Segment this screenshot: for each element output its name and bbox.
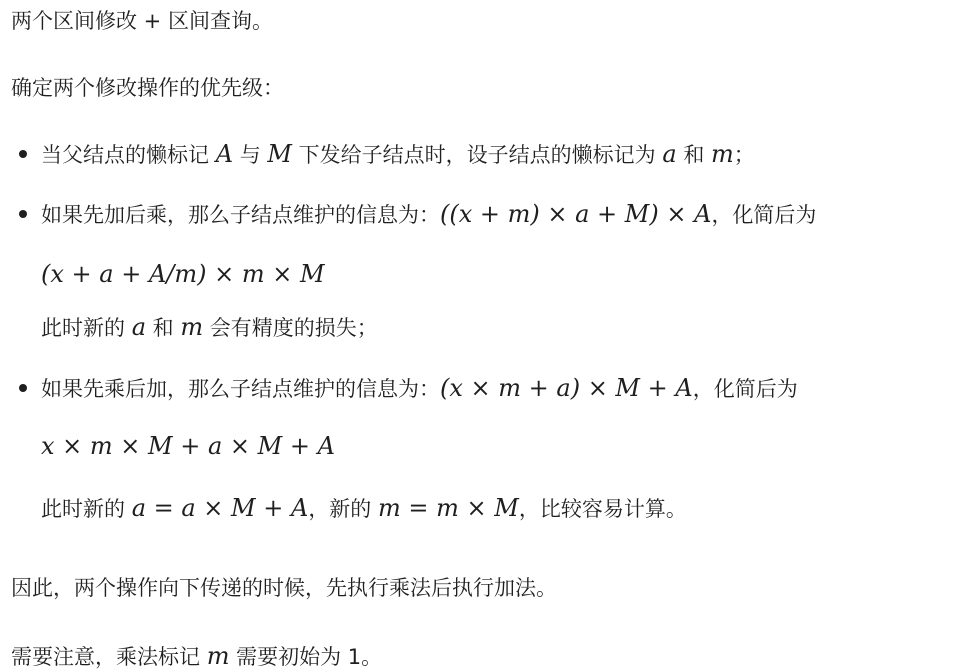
bullet-text: ，化简后为 [692, 377, 798, 401]
bullet-lazy-tags [41, 139, 755, 169]
note-text: 此时新的 [41, 316, 132, 340]
paragraph-conclusion [11, 573, 557, 603]
formula-line [41, 259, 325, 289]
bullet-text: 下发给子结点时，设子结点的懒标记为 [291, 143, 663, 167]
bullet-text: 如果先乘后加，那么子结点维护的信息为： [41, 377, 440, 401]
paragraph-intro [11, 6, 273, 36]
note-text: ，新的 [308, 497, 378, 521]
intro-text: 两个区间修改 + 区间查询。 [11, 9, 273, 33]
math-inline: (x × m + a) × M + A [440, 374, 693, 402]
paragraph-priority [11, 73, 284, 103]
math-inline: a = a × M + A [131, 494, 309, 522]
note-text: 会有精度的损失； [203, 316, 378, 340]
math-formula: x × m × M + a × M + A [41, 432, 335, 460]
math-inline: a [131, 313, 146, 341]
math-inline: M [267, 140, 292, 168]
math-inline: a [662, 140, 677, 168]
math-formula: (x + a + A/m) × m × M [41, 260, 325, 288]
priority-text: 确定两个修改操作的优先级： [11, 76, 284, 100]
math-inline: m = m × M [378, 494, 519, 522]
math-inline: m [711, 140, 734, 168]
note-text: 和 [146, 316, 181, 340]
note-text: 需要注意，乘法标记 [11, 645, 207, 669]
math-inline: A [215, 140, 234, 168]
note-text: 需要初始为 1。 [229, 645, 383, 669]
conclusion-text: 因此，两个操作向下传递的时候，先执行乘法后执行加法。 [11, 576, 557, 600]
bullet-text: 当父结点的懒标记 [41, 143, 216, 167]
bullet-dot [19, 384, 27, 392]
bullet-dot [19, 210, 27, 218]
math-inline: m [206, 642, 230, 670]
bullet-text: ，化简后为 [711, 203, 817, 227]
bullet-text: ； [733, 143, 755, 167]
note-line [41, 493, 687, 523]
note-text: 此时新的 [41, 497, 132, 521]
math-inline: m [180, 313, 204, 341]
bullet-text: 与 [233, 143, 268, 167]
math-inline: ((x + m) × a + M) × A [440, 200, 712, 228]
formula-line [41, 431, 335, 461]
note-text: ，比较容易计算。 [518, 497, 687, 521]
note-line [41, 312, 378, 342]
bullet-dot [19, 150, 27, 158]
bullet-mul-then-add [41, 373, 798, 403]
bullet-text: 和 [676, 143, 711, 167]
bullet-text: 如果先加后乘，那么子结点维护的信息为： [41, 203, 440, 227]
paragraph-note [11, 641, 382, 671]
bullet-add-then-mul [41, 199, 816, 229]
